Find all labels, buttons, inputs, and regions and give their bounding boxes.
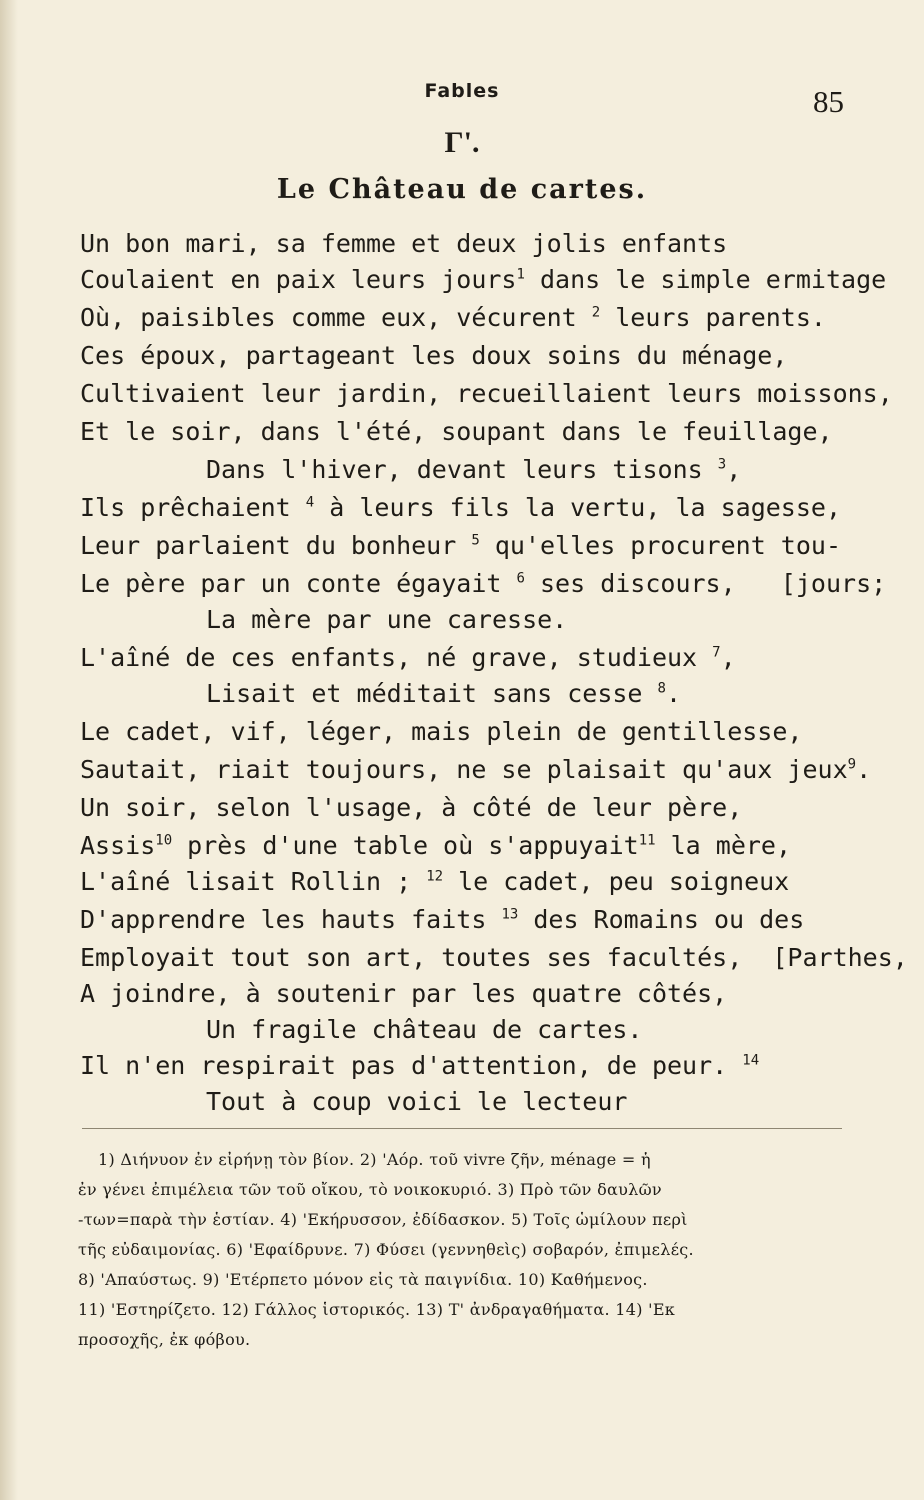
poem-line: L'aîné lisait Rollin ; $^{12}$ le cadet, peu soigneux	[80, 867, 790, 896]
footnote-line: 1) Διήνυον ἐν εἰρήνῃ τὸν βίον. 2) 'Αόρ. τοῦ vivre ζῆν, ménage = ἡ	[98, 1150, 651, 1169]
poem-line: L'aîné de ces enfants, né grave, studieux $^7$,	[80, 643, 736, 672]
poem-line: Dans l'hiver, devant leurs tisons $^3$,	[206, 455, 742, 484]
footnote-ref: 5	[471, 532, 480, 549]
footnote-line: τῆς εὐδαιμονίας. 6) 'Εφαίδρυνε. 7) Φύσει (γεννηθεὶς) σοβαρόν, ἐπιμελές.	[78, 1240, 694, 1259]
poem-line: Assis$^{10}$ près d'une table où s'appuyait$^{11}$ la mère,	[80, 831, 792, 860]
poem-line: D'apprendre les hauts faits $^{13}$ des Romains ou des	[80, 905, 805, 934]
footnote-ref: 1	[516, 266, 525, 283]
poem-line: Et le soir, dans l'été, soupant dans le feuillage,	[80, 417, 833, 446]
footnote-line: προσοχῆς, ἐκ φόβου.	[78, 1330, 251, 1349]
footnote-divider	[82, 1128, 842, 1129]
poem-line: A joindre, à soutenir par les quatre côtés,	[80, 979, 728, 1008]
poem-line: Ces époux, partageant les doux soins du ménage,	[80, 341, 788, 370]
footnote-ref: 6	[516, 570, 525, 587]
poem-line: Leur parlaient du bonheur $^5$ qu'elles procurent tou-	[80, 531, 842, 560]
poem-line: Un fragile château de cartes.	[206, 1015, 643, 1044]
footnote-ref: 13	[501, 906, 519, 923]
fable-number: Γ'.	[444, 126, 480, 159]
footnote-ref: 2	[591, 304, 601, 321]
fable-title: Le Château de cartes.	[276, 174, 648, 205]
poem-line: Un soir, selon l'usage, à côté de leur père,	[80, 793, 743, 822]
poem-line: Lisait et méditait sans cesse $^8$.	[206, 679, 682, 708]
footnote-ref: 3	[717, 456, 727, 473]
poem-line: Où, paisibles comme eux, vécurent $^2$ leurs parents.	[80, 303, 826, 332]
poem-line: Cultivaient leur jardin, recueillaient leurs moissons,	[80, 379, 893, 408]
poem-line: Le cadet, vif, léger, mais plein de gentillesse,	[80, 717, 803, 746]
footnote-ref: 12	[426, 868, 444, 885]
poem-line: Il n'en respirait pas d'attention, de peur. $^{14}$	[80, 1051, 760, 1080]
footnote-ref: 10	[155, 832, 173, 849]
poem-line: Un bon mari, sa femme et deux jolis enfants	[80, 229, 728, 258]
footnote-line: ἐν γένει ἐπιμέλεια τῶν τοῦ οἴκου, τὸ νοικοκυριό. 3) Πρὸ τῶν δαυλῶν	[78, 1180, 662, 1199]
footnote-ref: 4	[305, 494, 315, 511]
poem-line: Le père par un conte égayait $^6$ ses discours, [jours;	[80, 569, 887, 598]
poem-line: Employait tout son art, toutes ses facultés, [Parthes,	[80, 943, 908, 972]
poem-line: Sautait, riait toujours, ne se plaisait qu'aux jeux$^9$.	[80, 755, 872, 784]
page-gutter-shadow	[0, 0, 18, 1500]
footnote-line: 8) 'Απαύστως. 9) 'Ετέρπετο μόνον εἰς τὰ παιγνίδια. 10) Καθήμενος.	[78, 1270, 648, 1289]
poem-line: La mère par une caresse.	[206, 605, 568, 634]
footnote-line: 11) 'Εστηρίζετο. 12) Γάλλος ἱστορικός. 13) Τ' ἀνδραγαθήματα. 14) 'Εκ	[78, 1300, 676, 1319]
footnote-ref: 9	[847, 756, 857, 773]
footnote-ref: 8	[657, 680, 666, 697]
poem-line: Ils prêchaient $^4$ à leurs fils la vertu, la sagesse,	[80, 493, 842, 522]
footnote-ref: 11	[638, 832, 656, 849]
running-head: Fables	[424, 80, 500, 102]
page-number: 85	[813, 84, 844, 119]
footnote-ref: 7	[712, 644, 721, 661]
footnote-ref: 14	[742, 1052, 760, 1069]
footnote-line: -των=παρὰ τὴν ἑστίαν. 4) 'Εκήρυσσον, ἐδίδασκον. 5) Τοῖς ὡμίλουν περὶ	[78, 1210, 688, 1229]
poem-line: Coulaient en paix leurs jours$^1$ dans le simple ermitage	[80, 265, 887, 294]
poem-line: Tout à coup voici le lecteur	[206, 1087, 628, 1116]
